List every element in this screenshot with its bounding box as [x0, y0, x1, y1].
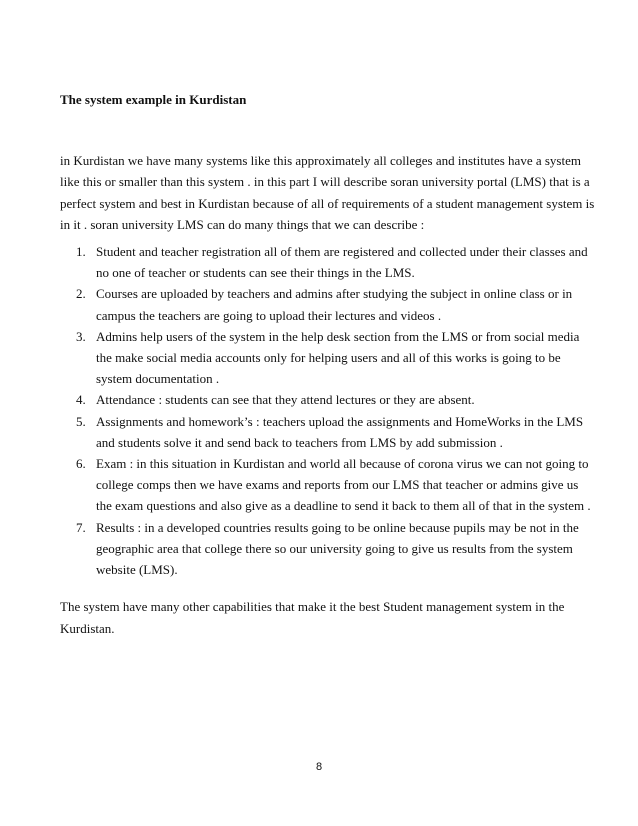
list-item-number: 4. — [76, 392, 86, 408]
list-item-line: Results : in a developed countries results going to be online because pupils may be not in the — [96, 519, 579, 535]
list-item-line: campus the teachers are going to upload their lectures and videos . — [96, 307, 442, 323]
list-item-line: and students solve it and send back to teachers from LMS by add submission . — [96, 434, 503, 450]
intro-paragraph — [60, 150, 595, 235]
closing-line: The system have many other capabilities that make it the best Student management system in the — [60, 599, 565, 614]
list-item-line: Attendance : students can see that they attend lectures or they are absent. — [96, 392, 475, 408]
list-item — [0, 411, 638, 453]
intro-line: perfect system and best in Kurdistan because of all of requirements of a student management system is — [60, 195, 595, 211]
list-item-line: system documentation . — [96, 371, 220, 387]
list-item-number: 6. — [76, 456, 86, 472]
list-item — [0, 453, 638, 517]
list-item-line: no one of teacher or students can see their things in the LMS. — [96, 265, 415, 281]
list-item — [0, 241, 638, 283]
intro-line: like this or smaller than this system . in this part I will describe soran university portal (LMS) that is a — [60, 174, 590, 190]
list-item-line: Courses are uploaded by teachers and admins after studying the subject in online class or in — [96, 286, 573, 302]
list-item — [0, 389, 638, 410]
closing-paragraph — [60, 596, 580, 640]
features-list — [0, 241, 638, 580]
list-item-number: 3. — [76, 328, 86, 344]
section-heading: The system example in Kurdistan — [60, 92, 247, 107]
list-item — [0, 517, 638, 581]
list-item-number: 2. — [76, 286, 86, 302]
list-item-line: Assignments and homework’s : teachers upload the assignments and HomeWorks in the LMS — [96, 413, 584, 429]
list-item-line: the make social media accounts only for helping users and all of this works is going to be — [96, 350, 561, 366]
intro-line: in Kurdistan we have many systems like this approximately all colleges and institutes have a system — [60, 153, 581, 168]
list-item — [0, 283, 638, 325]
closing-line: Kurdistan. — [60, 621, 115, 636]
list-item-number: 5. — [76, 413, 86, 429]
list-item-line: college comps then we have exams and reports from our LMS that teacher or admins give us — [96, 477, 579, 493]
list-item-line: geographic area that college there so our university going to give us results from the system — [96, 540, 573, 556]
list-item-line: the exam questions and also give as a deadline to send it back to them all of that in the system . — [96, 498, 591, 514]
list-item-number: 1. — [76, 244, 86, 259]
list-item-line: Exam : in this situation in Kurdistan and world all because of corona virus we can not going to — [96, 456, 589, 472]
list-item-line: Student and teacher registration all of them are registered and collected under their classes and — [96, 244, 588, 259]
list-item-line: Admins help users of the system in the help desk section from the LMS or from social media — [96, 328, 580, 344]
page-number: 8 — [315, 761, 323, 773]
list-item — [0, 326, 638, 390]
intro-line: in it . soran university LMS can do many things that we can describe : — [60, 216, 425, 232]
list-item-line: website (LMS). — [96, 562, 178, 578]
list-item-number: 7. — [76, 519, 86, 535]
